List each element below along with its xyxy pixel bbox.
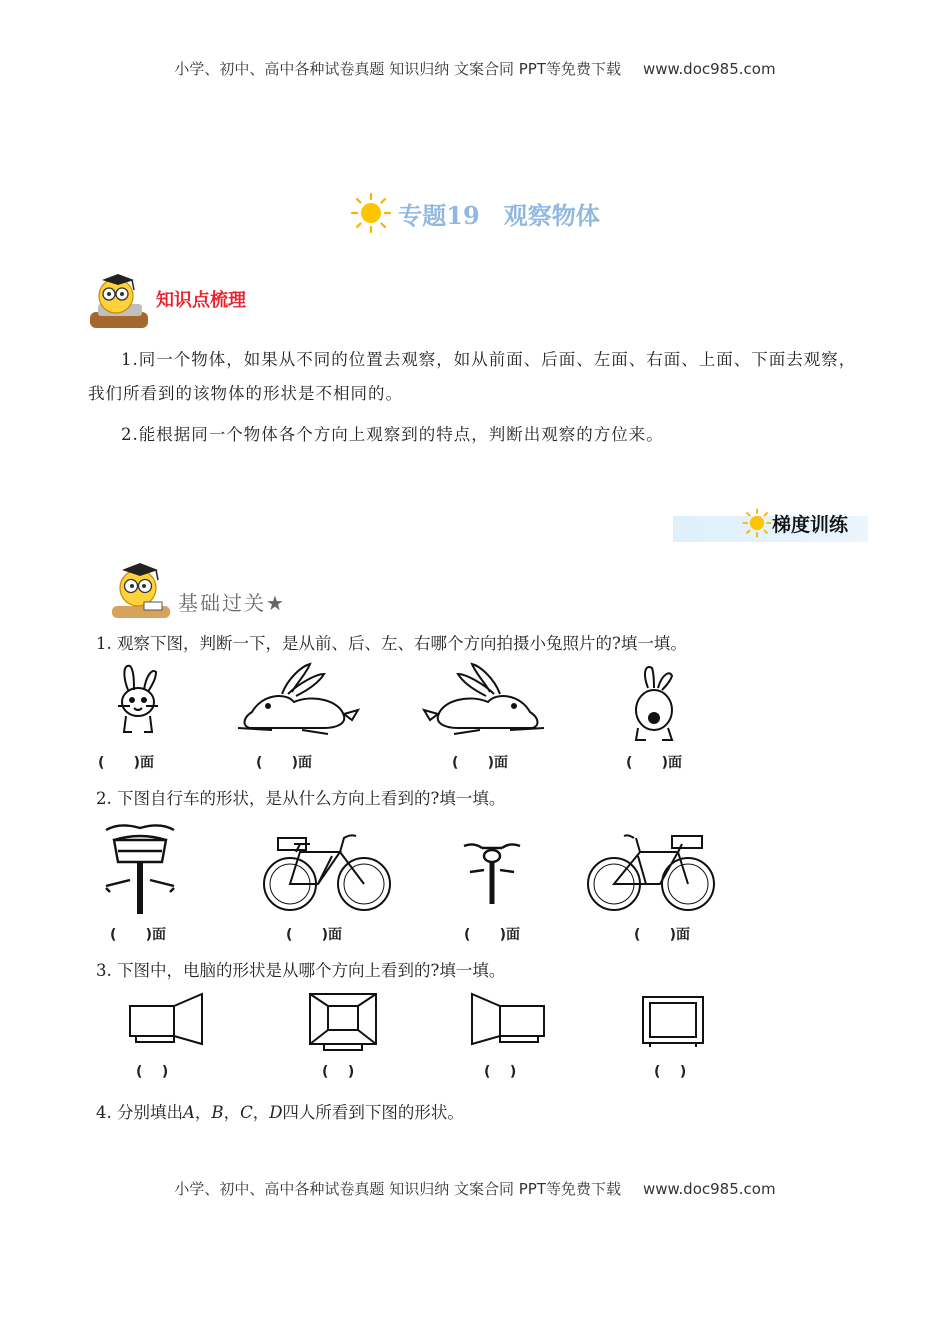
answer-blank[interactable]: ( )面 — [464, 927, 521, 943]
page-title — [0, 192, 950, 238]
answer-blank[interactable]: ( )面 — [98, 755, 155, 771]
answer-blank[interactable]: ( ) — [654, 1064, 687, 1080]
bicycle-icon — [586, 822, 718, 914]
owl-mascot-icon — [88, 268, 150, 330]
section-knowledge — [88, 268, 246, 330]
question-3: 3. 下图中，电脑的形状是从哪个方向上看到的?填一填。 — [96, 961, 506, 980]
rabbit-icon — [232, 660, 362, 740]
answer-blank[interactable]: ( )面 — [452, 755, 509, 771]
q4-separator: ， — [223, 1103, 241, 1122]
header-text: 小学、初中、高中各种试卷真题 知识归纳 文案合同 PPT等免费下载 — [174, 60, 621, 78]
person-a: A — [183, 1103, 195, 1122]
footer-text: 小学、初中、高中各种试卷真题 知识归纳 文案合同 PPT等免费下载 — [174, 1180, 621, 1198]
question-1: 1. 观察下图，判断一下，是从前、后、左、右哪个方向拍摄小兔照片的?填一填。 — [96, 634, 687, 653]
rabbit-icon — [108, 660, 168, 740]
person-b: B — [211, 1103, 224, 1122]
q4-separator: ， — [252, 1103, 270, 1122]
computer-icon — [640, 994, 706, 1050]
knowledge-point-1: 1.同一个物体，如果从不同的位置去观察，如从前面、后面、左面、右面、上面、下面去观察，我们所看到的该物体的形状是不相同的。 — [88, 350, 857, 403]
q4-prefix: 4. 分别填出 — [96, 1103, 183, 1122]
sun-icon — [350, 192, 392, 234]
section-knowledge-label: 知识点梳理 — [156, 290, 246, 311]
training-label: 梯度训练 — [772, 513, 849, 536]
question-2: 2. 下图自行车的形状，是从什么方向上看到的?填一填。 — [96, 789, 506, 808]
answer-blank[interactable]: ( ) — [322, 1064, 355, 1080]
training-label-wrap — [742, 508, 848, 538]
bicycle-icon — [460, 830, 524, 910]
person-c: C — [240, 1103, 253, 1122]
basic-label: 基础过关★ — [178, 591, 286, 615]
answer-blank[interactable]: ( ) — [484, 1064, 517, 1080]
answer-blank[interactable]: ( )面 — [626, 755, 683, 771]
answer-blank[interactable]: ( )面 — [634, 927, 691, 943]
rabbit-icon — [420, 660, 550, 740]
question-4 — [96, 1099, 464, 1123]
header-url[interactable]: www.doc985.com — [642, 60, 776, 78]
answer-blank[interactable]: ( ) — [136, 1064, 169, 1080]
title-prefix: 专题19 — [398, 200, 480, 230]
computer-icon — [126, 990, 206, 1052]
rabbit-icon — [624, 660, 684, 744]
knowledge-point-2: 2.能根据同一个物体各个方向上观察到的特点，判断出观察的方位来。 — [121, 425, 664, 444]
sun-icon — [742, 508, 772, 538]
bicycle-icon — [100, 818, 180, 918]
q4-separator: ， — [194, 1103, 212, 1122]
q4-suffix: 四人所看到下图的形状。 — [282, 1103, 464, 1122]
computer-icon — [306, 990, 380, 1056]
page-header — [0, 58, 950, 79]
page-footer — [0, 1178, 950, 1199]
answer-blank[interactable]: ( )面 — [286, 927, 343, 943]
section-basic — [108, 556, 286, 622]
answer-blank[interactable]: ( )面 — [110, 927, 167, 943]
computer-icon — [468, 990, 548, 1052]
owl-mascot-icon — [108, 556, 174, 622]
footer-url[interactable]: www.doc985.com — [642, 1180, 776, 1198]
bicycle-icon — [260, 822, 392, 914]
person-d: D — [269, 1103, 283, 1122]
title-name: 观察物体 — [503, 200, 600, 230]
answer-blank[interactable]: ( )面 — [256, 755, 313, 771]
